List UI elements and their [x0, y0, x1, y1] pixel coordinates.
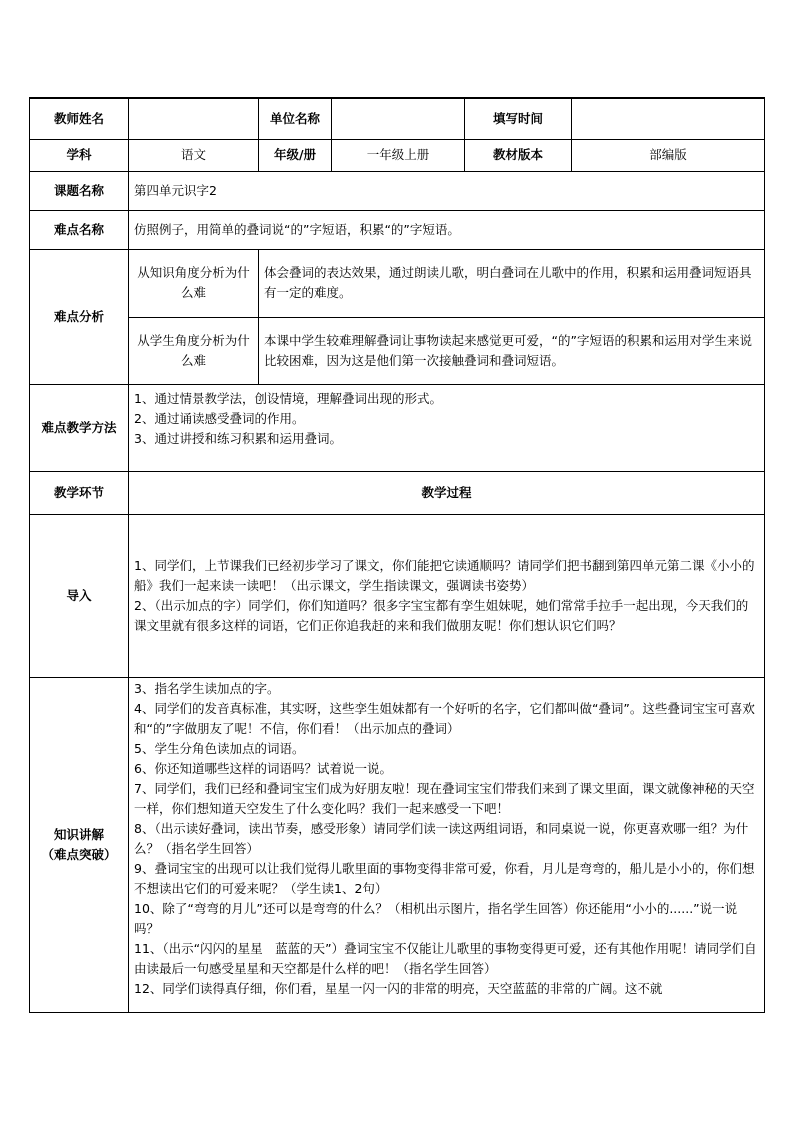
- knowledge-item: 5、学生分角色读加点的词语。: [134, 740, 305, 756]
- methods-list: [129, 384, 765, 471]
- knowledge-item: 4、同学们的发音真标准，其实呀，这些孪生姐妹都有一个好听的名字，它们都叫做“叠词”。这些叠词宝宝可喜欢和“的”字做朋友了呢！不信，你们看！（出示加点的叠词）: [134, 700, 755, 736]
- process-header: 教学过程: [129, 471, 765, 514]
- knowledge-item: 3、指名学生读加点的字。: [134, 680, 280, 696]
- grade-value: 一年级上册: [332, 139, 465, 171]
- knowledge-angle-label: 从知识角度分析为什么难: [129, 249, 259, 317]
- analysis-row-knowledge: [30, 249, 765, 317]
- intro-item: 2、（出示加点的字）同学们，你们知道吗？很多字宝宝都有孪生姐妹呢，她们常常手拉手一起出现，今天我们的课文里就有很多这样的词语，它们正你追我赶的来和我们做朋友呢！你们想认识它们吗？: [134, 597, 749, 633]
- date-value[interactable]: [572, 98, 765, 139]
- date-label: 填写时间: [465, 98, 572, 139]
- method-item: 3、通过讲授和练习积累和运用叠词。: [134, 430, 342, 446]
- knowledge-label-line2: （难点突破）: [41, 846, 117, 862]
- header-row-2: [30, 139, 765, 171]
- lesson-plan-table: [29, 97, 765, 1013]
- teacher-value[interactable]: [129, 98, 259, 139]
- intro-item: 1、同学们，上节课我们已经初步学习了课文，你们能把它读通顺吗？请同学们把书翻到第四单元第二课《小小的船》我们一起来读一读吧！（出示课文，学生指读课文，强调读书姿势）: [134, 557, 755, 593]
- knowledge-label: [30, 677, 129, 1012]
- knowledge-item: 11、（出示“闪闪的星星 蓝蓝的天”）叠词宝宝不仅能让儿歌里的事物变得更可爱，还有其他作用呢！请同学们自由读最后一句感受星星和天空都是什么样的吧！（指名学生回答）: [134, 940, 757, 976]
- knowledge-label-line1: 知识讲解: [53, 826, 104, 842]
- unit-label: 单位名称: [259, 98, 332, 139]
- difficulty-value: 仿照例子，用简单的叠词说“的”字短语，积累“的”字短语。: [129, 210, 765, 249]
- analysis-label: 难点分析: [30, 249, 129, 384]
- intro-content: [129, 514, 765, 677]
- knowledge-item: 7、同学们，我们已经和叠词宝宝们成为好朋友啦！现在叠词宝宝们带我们来到了课文里面，课文就像神秘的天空一样，你们想知道天空发生了什么变化吗？我们一起来感受一下吧！: [134, 780, 755, 816]
- student-angle-label: 从学生角度分析为什么难: [129, 317, 259, 384]
- subject-value: 语文: [129, 139, 259, 171]
- knowledge-item: 9、叠词宝宝的出现可以让我们觉得儿歌里面的事物变得非常可爱，你看，月儿是弯弯的，船儿是小小的，你们想不想读出它们的可爱来呢？（学生读1、2句）: [134, 860, 755, 896]
- knowledge-item: 12、同学们读得真仔细，你们看，星星一闪一闪的非常的明亮，天空蓝蓝的非常的广阔。这不就: [134, 980, 663, 996]
- difficulty-label: 难点名称: [30, 210, 129, 249]
- edition-value: 部编版: [572, 139, 765, 171]
- knowledge-content: [129, 677, 765, 1012]
- edition-label: 教材版本: [465, 139, 572, 171]
- student-angle-text: 本课中学生较难理解叠词让事物读起来感觉更可爱，“的”字短语的积累和运用对学生来说比较困难，因为这是他们第一次接触叠词和叠词短语。: [259, 317, 765, 384]
- analysis-row-student: [30, 317, 765, 384]
- subject-label: 学科: [30, 139, 129, 171]
- grade-label: 年级/册: [259, 139, 332, 171]
- intro-row: [30, 514, 765, 677]
- intro-label: 导入: [30, 514, 129, 677]
- knowledge-item: 8、（出示读好叠词，读出节奏，感受形象）请同学们读一读这两组词语，和同桌说一说，你更喜欢哪一组？为什么？（指名学生回答）: [134, 820, 749, 856]
- method-item: 1、通过情景教学法，创设情境，理解叠词出现的形式。: [134, 390, 442, 406]
- methods-row: [30, 384, 765, 471]
- methods-label: 难点教学方法: [30, 384, 129, 471]
- process-header-row: [30, 471, 765, 514]
- topic-row: [30, 171, 765, 210]
- difficulty-row: [30, 210, 765, 249]
- knowledge-item: 6、你还知道哪些这样的词语吗？试着说一说。: [134, 760, 392, 776]
- teacher-label: 教师姓名: [30, 98, 129, 139]
- knowledge-angle-text: 体会叠词的表达效果，通过朗读儿歌，明白叠词在儿歌中的作用，积累和运用叠词短语具有一定的难度。: [259, 249, 765, 317]
- knowledge-row: [30, 677, 765, 1012]
- header-row-1: [30, 98, 765, 139]
- knowledge-item: 10、除了“弯弯的月儿”还可以是弯弯的什么？（相机出示图片，指名学生回答）你还能用“小小的......”说一说吗？: [134, 900, 738, 936]
- stage-header: 教学环节: [30, 471, 129, 514]
- topic-label: 课题名称: [30, 171, 129, 210]
- method-item: 2、通过诵读感受叠词的作用。: [134, 410, 305, 426]
- unit-value[interactable]: [332, 98, 465, 139]
- topic-value: 第四单元识字2: [129, 171, 765, 210]
